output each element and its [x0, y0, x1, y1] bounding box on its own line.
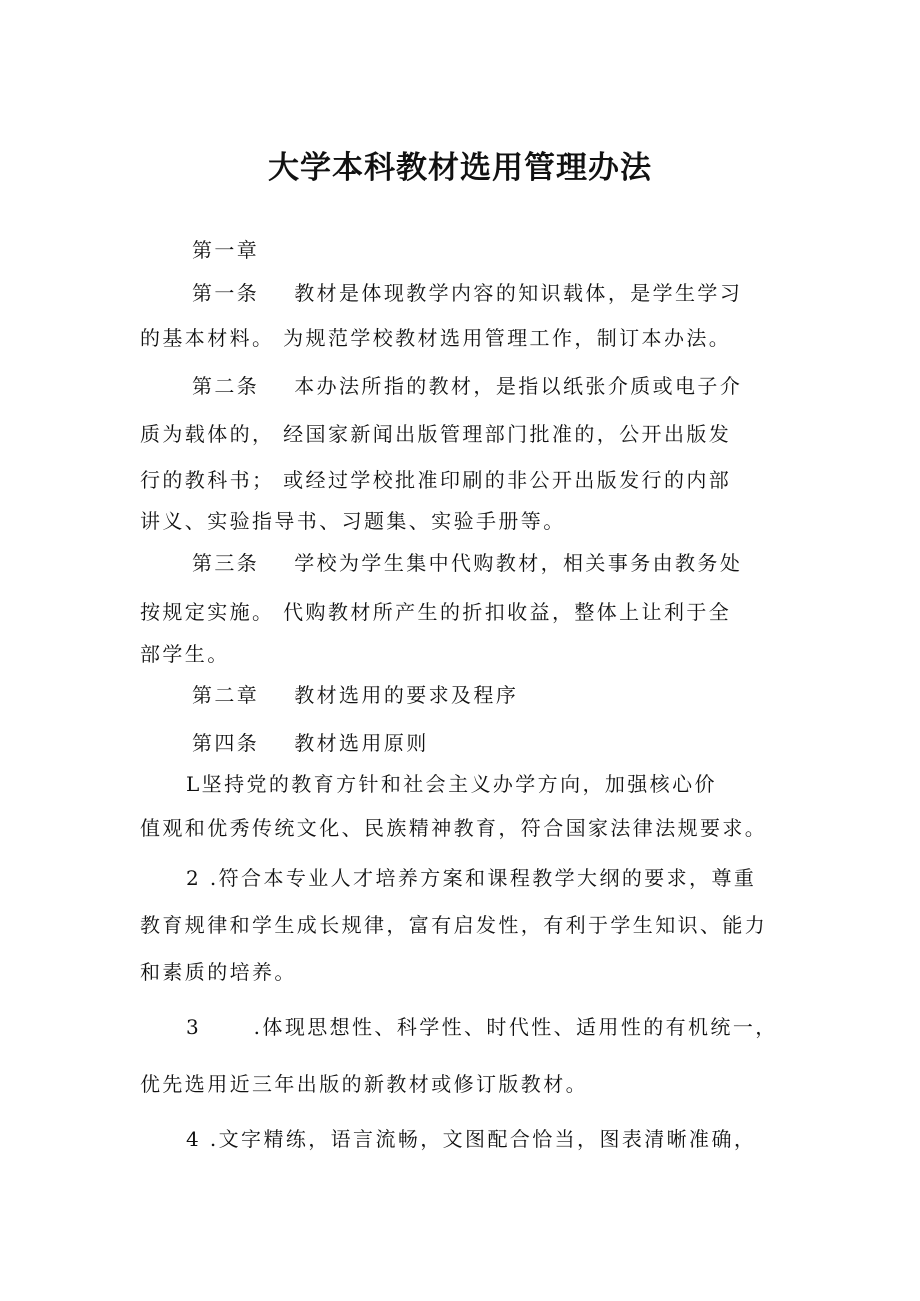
article-1-line-1: 第一条 教材是体现教学内容的知识载体，是学生学习	[192, 281, 743, 305]
document-title: 大学本科教材选用管理办法	[268, 150, 652, 186]
article-2-line-2: 质为载体的， 经国家新闻出版管理部门批准的，公开出版发	[140, 422, 732, 446]
principle-2-line-1: 2 .符合本专业人才培养方案和课程教学大纲的要求，尊重	[186, 866, 757, 890]
principle-1-line-1: L坚持党的教育方针和社会主义办学方向，加强核心价	[186, 772, 717, 796]
article-4-heading: 第四条 教材选用原则	[192, 731, 429, 755]
article-3-line-1: 第三条 学校为学生集中代购教材，相关事务由教务处	[192, 551, 743, 575]
chapter-2-heading: 第二章 教材选用的要求及程序	[192, 683, 519, 707]
principle-2-line-2: 教育规律和学生成长规律，富有启发性，有利于学生知识、能力	[140, 913, 768, 937]
article-2-line-4: 讲义、实验指导书、习题集、实验手册等。	[140, 509, 566, 533]
article-1-line-2: 的基本材料。 为规范学校教材选用管理工作，制订本办法。	[140, 326, 732, 350]
article-2-line-1: 第二条 本办法所指的教材，是指以纸张介质或电子介	[192, 374, 743, 398]
article-2-line-3: 行的教科书； 或经过学校批准印刷的非公开出版发行的内部	[140, 468, 732, 492]
principle-3-line-1: 3 .体现思想性、科学性、时代性、适用性的有机统一，	[186, 1015, 778, 1039]
article-3-line-2: 按规定实施。 代购教材所产生的折扣收益，整体上让利于全	[140, 600, 732, 624]
principle-2-line-3: 和素质的培养。	[140, 960, 297, 984]
principle-4-line-1: 4 .文字精练，语言流畅，文图配合恰当，图表清晰准确，	[186, 1127, 757, 1151]
chapter-1-heading: 第一章	[192, 238, 260, 262]
principle-1-line-2: 值观和优秀传统文化、民族精神教育，符合国家法律法规要求。	[140, 816, 768, 840]
article-3-line-3: 部学生。	[140, 642, 230, 666]
principle-3-line-2: 优先选用近三年出版的新教材或修订版教材。	[140, 1072, 588, 1096]
